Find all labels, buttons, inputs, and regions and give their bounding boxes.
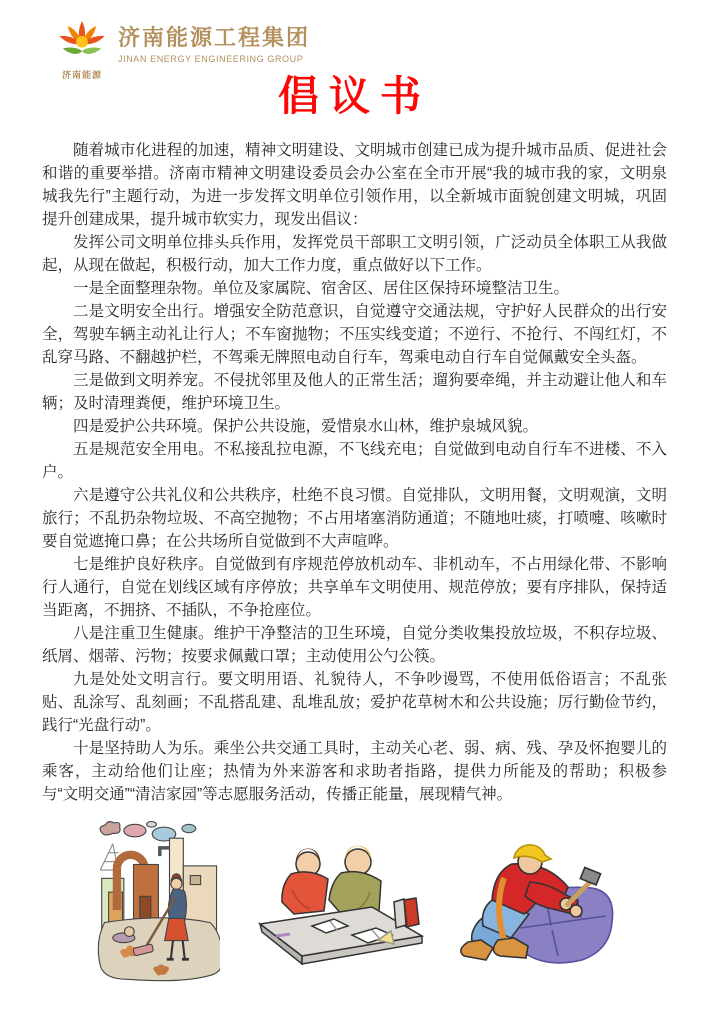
paragraph-intro: 随着城市化进程的加速，精神文明建设、文明城市创建已成为提升城市品质、促进社会和谐的重要举措。济南市精神文明建设委员会办公室在全市开展“我的城市我的家，文明泉城我先行”主题行动，为进一步发挥文明单位引领作用，以全新城市面貌创建文明城，巩固提升创建成果，提升城市软实力，现发出倡议： — [42, 142, 667, 228]
document-body — [42, 139, 667, 806]
construction-worker-illustration — [448, 838, 620, 986]
cleaning-city-illustration — [92, 820, 220, 992]
lotus-logo-icon — [56, 20, 108, 81]
paragraph-item-4: 四是爱护公共环境。保护公共设施，爱惜泉水山林，维护泉城风貌。 — [73, 418, 539, 435]
company-name-cn: 济南能源工程集团 — [118, 25, 311, 50]
paragraph-item-7: 七是维护良好秩序。自觉做到有序规范停放机动车、非机动车，不占用绿化带、不影响行人通行，自觉在划线区域有序停放；共享单车文明使用、规范停放；要有序排队，保持适当距离，不拥挤、不插队，不争抢座位。 — [42, 556, 667, 619]
paragraph-item-5: 五是规范安全用电。不私接乱拉电源，不飞线充电；自觉做到电动自行车不进楼、不入户。 — [42, 441, 667, 481]
paragraph-lead: 发挥公司文明单位排头兵作用，发挥党员干部职工文明引领，广泛动员全体职工从我做起，从现在做起，积极行动，加大工作力度，重点做好以下工作。 — [42, 234, 667, 274]
paragraph-item-10: 十是坚持助人为乐。乘坐公共交通工具时，主动关心老、弱、病、残、孕及怀抱婴儿的乘客，主动给他们让座；热情为外来游客和求助者指路，提供力所能及的帮助；积极参与“文明交通”“清洁家园”等志愿服务活动，传播正能量，展现精气神。 — [42, 740, 667, 803]
paragraph-item-2: 二是文明安全出行。增强安全防范意识，自觉遵守交通法规，守护好人民群众的出行安全，驾驶车辆主动礼让行人；不车窗抛物；不压实线变道；不逆行、不抢行、不闯红灯，不乱穿马路、不翻越护栏，不驾乘无牌照电动自行车，驾乘电动自行车自觉佩戴安全头盔。 — [42, 303, 667, 366]
logo-text — [118, 20, 310, 64]
company-name-en: JINAN ENERGY ENGINEERING GROUP — [118, 54, 304, 65]
document-title: 倡议书 — [278, 73, 431, 119]
lotus-flower-icon — [57, 20, 107, 62]
company-logo — [56, 20, 310, 81]
students-studying-illustration — [252, 842, 432, 970]
paragraph-item-8: 八是注重卫生健康。维护干净整洁的卫生环境，自觉分类收集投放垃圾，不积存垃圾、纸屑、烟蒂、污物；按要求佩戴口罩；主动使用公勺公筷。 — [42, 625, 667, 665]
paragraph-item-9: 九是处处文明言行。要文明用语、礼貌待人，不争吵谩骂，不使用低俗语言；不乱张贴、乱涂写、乱刻画；不乱搭乱建、乱堆乱放；爱护花草树木和公共设施；厉行勤俭节约，践行“光盘行动”。 — [42, 671, 667, 734]
paragraph-item-1: 一是全面整理杂物。单位及家属院、宿舍区、居住区保持环境整洁卫生。 — [73, 280, 570, 297]
logo-caption: 济南能源 — [61, 70, 102, 80]
paragraph-item-6: 六是遵守公共礼仪和公共秩序，杜绝不良习惯。自觉排队，文明用餐，文明观演，文明旅行；不乱扔杂物垃圾、不高空抛物；不占用堵塞消防通道；不随地吐痰，打喷嚏、咳嗽时要自觉遮掩口鼻；在公共场所自觉做到不大声喧哗。 — [42, 487, 667, 550]
paragraph-item-3: 三是做到文明养宠。不侵扰邻里及他人的正常生活；遛狗要牵绳，并主动避让他人和车辆；及时清理粪便，维护环境卫生。 — [42, 372, 667, 412]
